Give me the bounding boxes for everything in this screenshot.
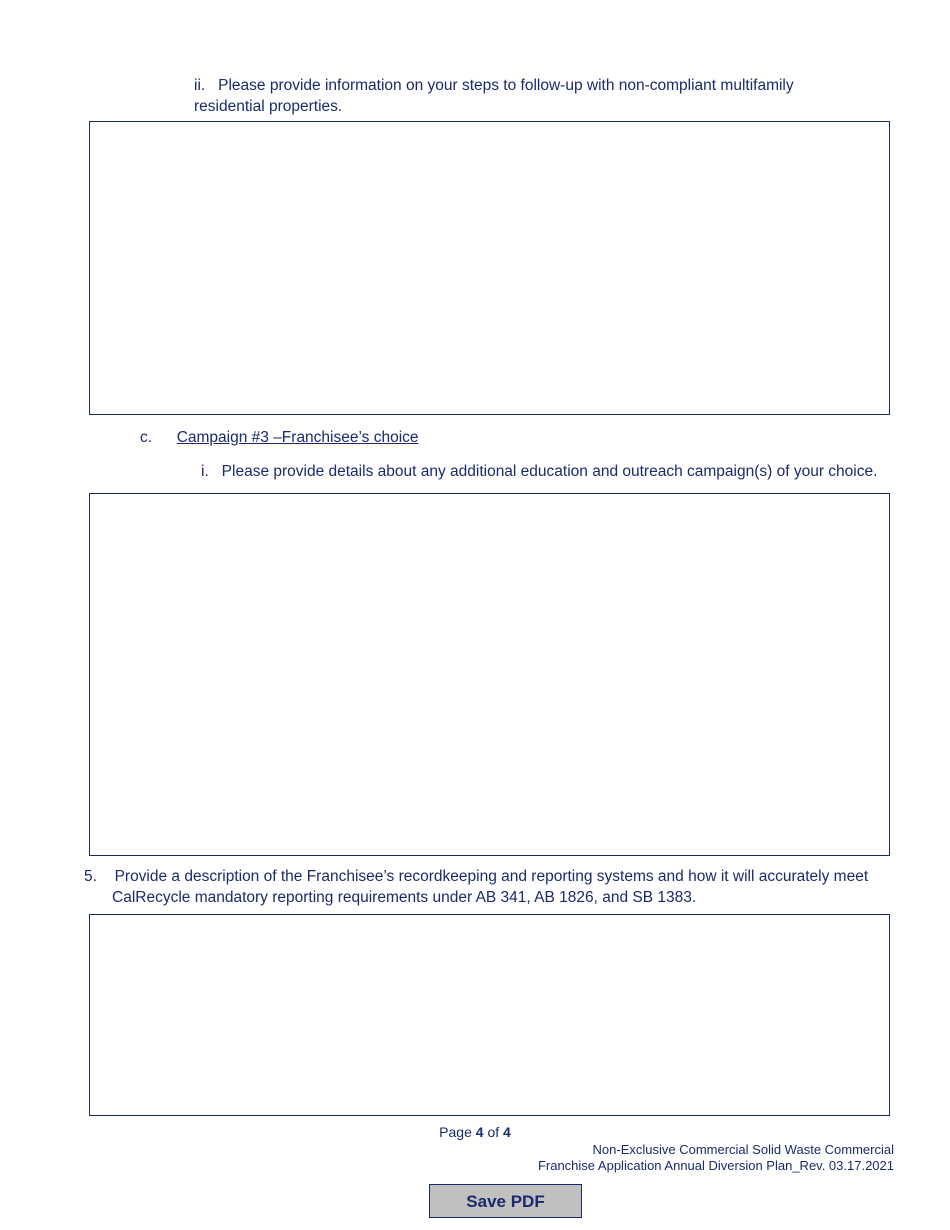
question-text: Provide a description of the Franchisee’s recordkeeping and reporting systems and how it will accurately meet <box>114 868 869 885</box>
list-marker: c. <box>140 429 153 446</box>
campaign-3-title: Campaign #3 –Franchisee’s choice <box>176 429 419 446</box>
question-text: Please provide information on your steps to follow-up with non-compliant multifamily <box>218 77 794 94</box>
footer-doc-title-line2: Franchise Application Annual Diversion Plan_Rev. 03.17.2021 <box>537 1158 894 1173</box>
question-5-line2: CalRecycle mandatory reporting requirements under AB 341, AB 1826, and SB 1383. <box>112 889 697 906</box>
page-label: Page <box>439 1124 472 1140</box>
footer-doc-title-line1: Non-Exclusive Commercial Solid Waste Commercial <box>592 1142 894 1157</box>
page-of: of <box>487 1124 500 1140</box>
text-field-campaign-3[interactable] <box>89 493 890 856</box>
save-pdf-button[interactable]: Save PDF <box>429 1184 582 1218</box>
question-5-line1 <box>84 866 868 887</box>
page-number <box>0 1123 950 1141</box>
question-b-ii-line1 <box>194 75 794 96</box>
text-field-recordkeeping[interactable] <box>89 914 890 1116</box>
question-text: Please provide details about any additional education and outreach campaign(s) of your choice. <box>221 463 878 480</box>
list-marker: 5. <box>84 868 97 885</box>
campaign-3-item <box>201 461 877 482</box>
list-marker: i. <box>201 463 209 480</box>
campaign-3-heading <box>140 427 419 448</box>
list-marker: ii. <box>194 77 206 94</box>
page-total: 4 <box>503 1124 511 1140</box>
question-b-ii-line2: residential properties. <box>194 98 343 115</box>
page-current: 4 <box>475 1124 484 1140</box>
text-field-followup[interactable] <box>89 121 890 415</box>
